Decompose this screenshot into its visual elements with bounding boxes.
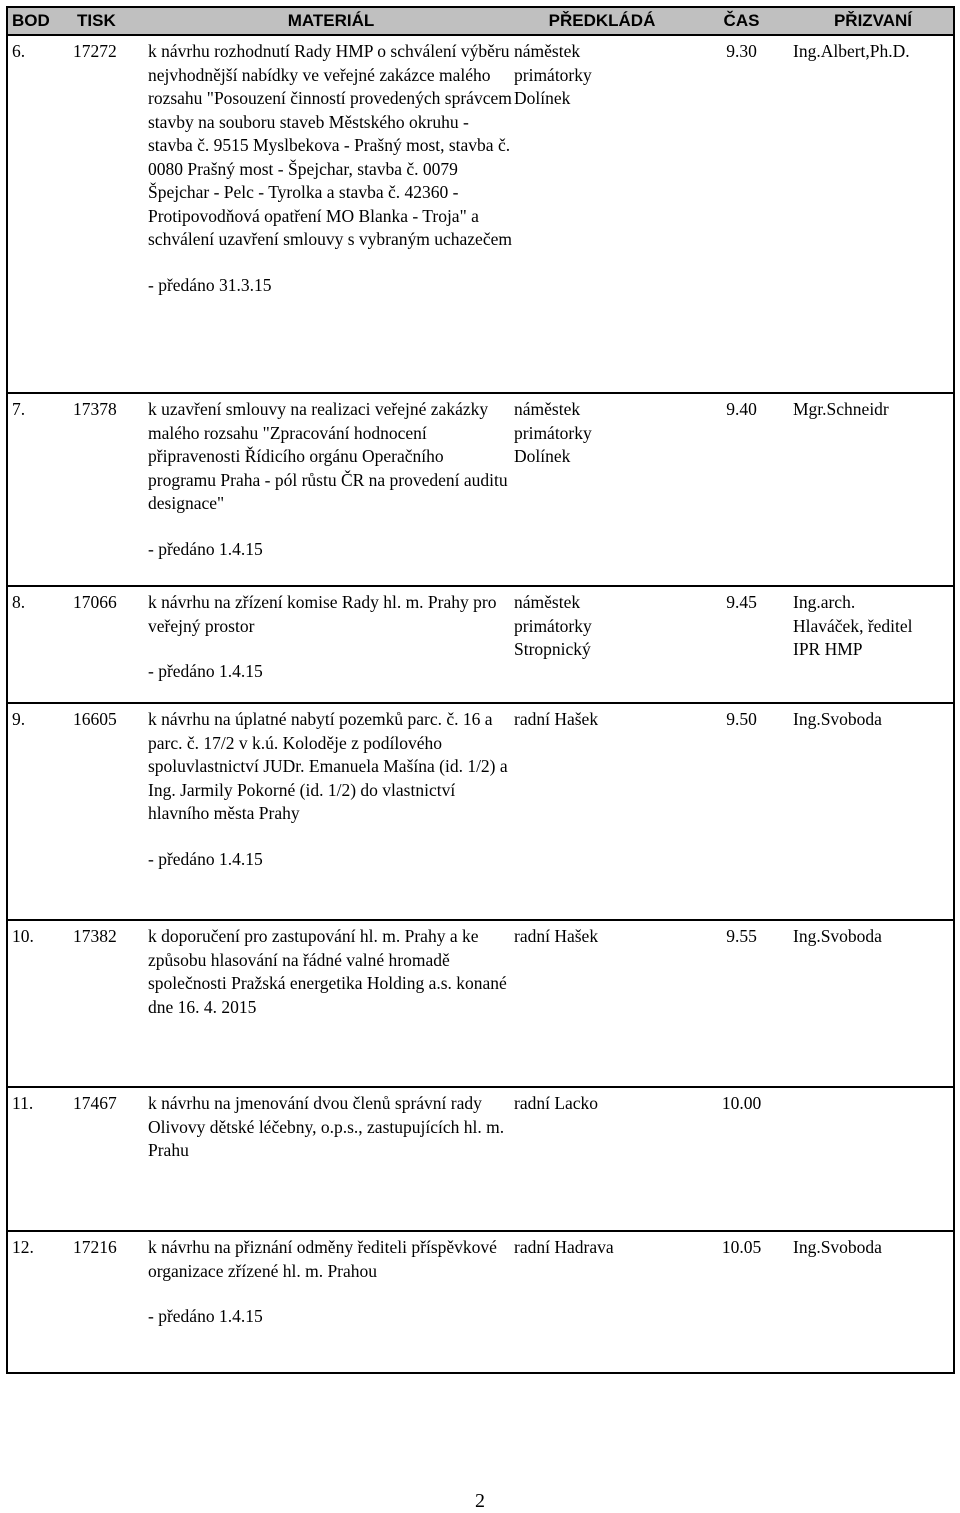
material-cell <box>148 35 514 393</box>
presenter-line: Stropnický <box>514 639 591 659</box>
header-row <box>7 7 954 35</box>
time: 9.40 <box>690 393 793 586</box>
presenter <box>514 393 690 586</box>
handed-over-date: - předáno 31.3.15 <box>148 274 272 295</box>
material-text: k návrhu na jmenování dvou členů správní rady Olivovy dětské léčebny, o.p.s., zastupujících hl. m. Prahu <box>148 1093 505 1160</box>
material-text: k návrhu na úplatné nabytí pozemků parc. č. 16 a parc. č. 17/2 v k.ú. Koloděje z podílového spoluvlastnictví JUDr. Emanuela Mašína (id. 1/2) a Ing. Jarmily Pokorné (id. 1/2) do vlastnictví hlavního města Prahy <box>148 709 508 823</box>
table-row <box>7 920 954 1087</box>
invited-line: Ing.arch. <box>793 592 856 612</box>
handed-over-date: - předáno 1.4.15 <box>148 661 263 681</box>
header-predklada: PŘEDKLÁDÁ <box>514 7 690 35</box>
material-text: k doporučení pro zastupování hl. m. Prahy a ke způsobu hlasování na řádné valné hromadě společnosti Pražská energetika Holding a.s. konané dne 16. 4. 2015 <box>148 926 507 1017</box>
invited <box>793 393 954 586</box>
material-cell <box>148 586 514 703</box>
presenter-line: radní Hašek <box>514 926 599 946</box>
item-number: 12. <box>7 1231 73 1373</box>
handed-over-date: - předáno 1.4.15 <box>148 538 263 559</box>
presenter-line: náměstek <box>514 399 581 419</box>
material-text: k návrhu na přiznání odměny řediteli příspěvkové organizace zřízené hl. m. Prahou <box>148 1237 497 1281</box>
presenter-line: radní Hašek <box>514 709 599 729</box>
invited-line: Ing.Svoboda <box>793 1237 882 1257</box>
handed-over-date: - předáno 1.4.15 <box>148 848 263 869</box>
invited <box>793 586 954 703</box>
time: 9.30 <box>726 41 757 61</box>
table-row <box>7 393 954 586</box>
presenter-line: primátorky <box>514 422 592 443</box>
presenter <box>514 703 690 920</box>
print-number: 17066 <box>73 586 148 703</box>
item-number: 6. <box>12 41 26 61</box>
presenter-line: náměstek <box>514 41 581 61</box>
item-number: 10. <box>7 920 73 1087</box>
table-row <box>7 586 954 703</box>
time: 9.55 <box>690 920 793 1087</box>
invited <box>793 703 954 920</box>
handed-over-date: - předáno 1.4.15 <box>148 1306 263 1326</box>
invited-line: Ing.Svoboda <box>793 709 882 729</box>
material-cell <box>148 1087 514 1231</box>
table-row <box>7 703 954 920</box>
invited <box>793 35 954 393</box>
presenter-line: radní Lacko <box>514 1093 599 1113</box>
invited-line: Ing.Svoboda <box>793 926 882 946</box>
time: 10.00 <box>690 1087 793 1231</box>
material-cell <box>148 920 514 1087</box>
agenda-body <box>7 35 954 1373</box>
item-number: 7. <box>7 393 73 586</box>
presenter-line: Dolínek <box>514 88 571 108</box>
invited <box>793 920 954 1087</box>
presenter-line: náměstek <box>514 592 581 612</box>
presenter <box>514 1231 690 1373</box>
item-number: 8. <box>7 586 73 703</box>
header-material: MATERIÁL <box>148 7 514 35</box>
time: 10.05 <box>690 1231 793 1373</box>
header-cas: ČAS <box>690 7 793 35</box>
invited-line: Hlaváček, ředitel <box>793 615 913 636</box>
presenter <box>514 920 690 1087</box>
page-number: 2 <box>475 1490 485 1512</box>
item-number: 9. <box>7 703 73 920</box>
invited <box>793 1231 954 1373</box>
print-number: 17272 <box>73 41 117 61</box>
print-number: 17216 <box>73 1231 148 1373</box>
material-cell <box>148 703 514 920</box>
print-number: 17467 <box>73 1087 148 1231</box>
time: 9.50 <box>690 703 793 920</box>
material-cell <box>148 393 514 586</box>
presenter <box>514 1087 690 1231</box>
table-row <box>7 1231 954 1373</box>
header-prizvani: PŘIZVANÍ <box>793 7 954 35</box>
table-row <box>7 35 954 393</box>
material-text: k návrhu na zřízení komise Rady hl. m. Prahy pro veřejný prostor <box>148 592 497 636</box>
presenter-line: primátorky <box>514 615 592 636</box>
presenter-line: radní Hadrava <box>514 1237 614 1257</box>
presenter <box>514 586 690 703</box>
item-number: 11. <box>7 1087 73 1231</box>
agenda-table <box>6 6 955 1374</box>
material-text: k návrhu rozhodnutí Rady HMP o schválení výběru nejvhodnější nabídky ve veřejné zakázce malého rozsahu "Posouzení činností provedených správcem stavby na souboru staveb Městského okruhu - stavba č. 9515 Myslbekova - Prašný most, stavba č. 0080 Prašný most - Špejchar, stavba č. 0079 Špejchar - Pelc - Tyrolka a stavba č. 42360 - Protipovodňová opatření MO Blanka - Troja" a schválení uzavření smlouvy s vybraným uchazečem <box>148 41 512 249</box>
invited-line: IPR HMP <box>793 639 863 659</box>
invited-line: Ing.Albert,Ph.D. <box>793 41 910 61</box>
presenter <box>514 35 690 393</box>
invited-line: Mgr.Schneidr <box>793 399 889 419</box>
invited <box>793 1087 954 1231</box>
print-number: 16605 <box>73 703 148 920</box>
presenter-line: Dolínek <box>514 446 571 466</box>
presenter-line: primátorky <box>514 64 592 85</box>
material-cell <box>148 1231 514 1373</box>
print-number: 17378 <box>73 393 148 586</box>
table-row <box>7 1087 954 1231</box>
header-bod: BOD <box>7 7 73 35</box>
time: 9.45 <box>690 586 793 703</box>
header-tisk: TISK <box>73 7 148 35</box>
material-text: k uzavření smlouvy na realizaci veřejné zakázky malého rozsahu "Zpracování hodnocení připravenosti Řídicího orgánu Operačního programu Praha - pól růstu ČR na provedení auditu designace" <box>148 399 508 513</box>
print-number: 17382 <box>73 920 148 1087</box>
